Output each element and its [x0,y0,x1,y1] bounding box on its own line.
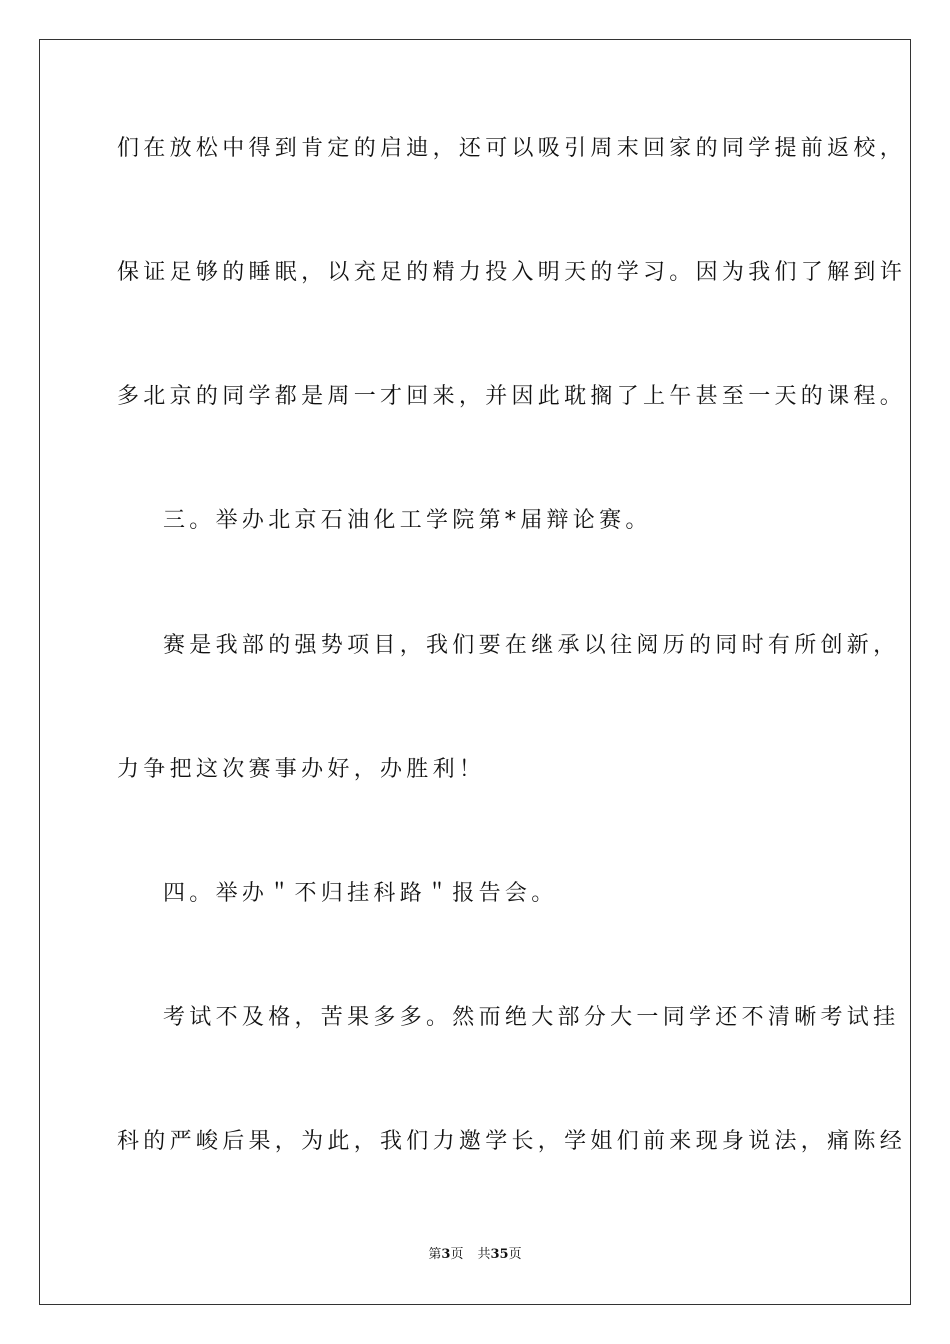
footer-total-pages: 35 [490,1247,509,1262]
section-heading-4: 四。举办＂不归挂科路＂报告会。 [163,881,558,906]
section-heading-3: 三。举办北京石油化工学院第*届辩论赛。 [163,508,652,533]
text-line-3: 多北京的同学都是周一才回来，并因此耽搁了上午甚至一天的课程。 [117,384,907,409]
text-line-8: 考试不及格，苦果多多。然而绝大部分大一同学还不清晰考试挂 [163,1005,900,1030]
text-line-2: 保证足够的睡眠，以充足的精力投入明天的学习。因为我们了解到许 [117,260,907,285]
text-line-9: 科的严峻后果，为此，我们力邀学长，学姐们前来现身说法，痛陈经 [117,1129,907,1154]
footer-total-suffix: 页 [508,1247,522,1262]
page-footer [0,1246,950,1264]
page-border [39,39,911,1305]
text-line-1: 们在放松中得到肯定的启迪，还可以吸引周末回家的同学提前返校， [117,136,907,161]
footer-page-prefix: 第 [428,1247,442,1262]
footer-page-suffix: 页 [450,1247,464,1262]
text-line-5: 赛是我部的强势项目，我们要在继承以往阅历的同时有所创新， [163,633,900,658]
text-line-6: 力争把这次赛事办好，办胜利！ [117,757,486,782]
footer-page-number: 3 [441,1247,451,1262]
footer-total-prefix: 共 [477,1247,491,1262]
